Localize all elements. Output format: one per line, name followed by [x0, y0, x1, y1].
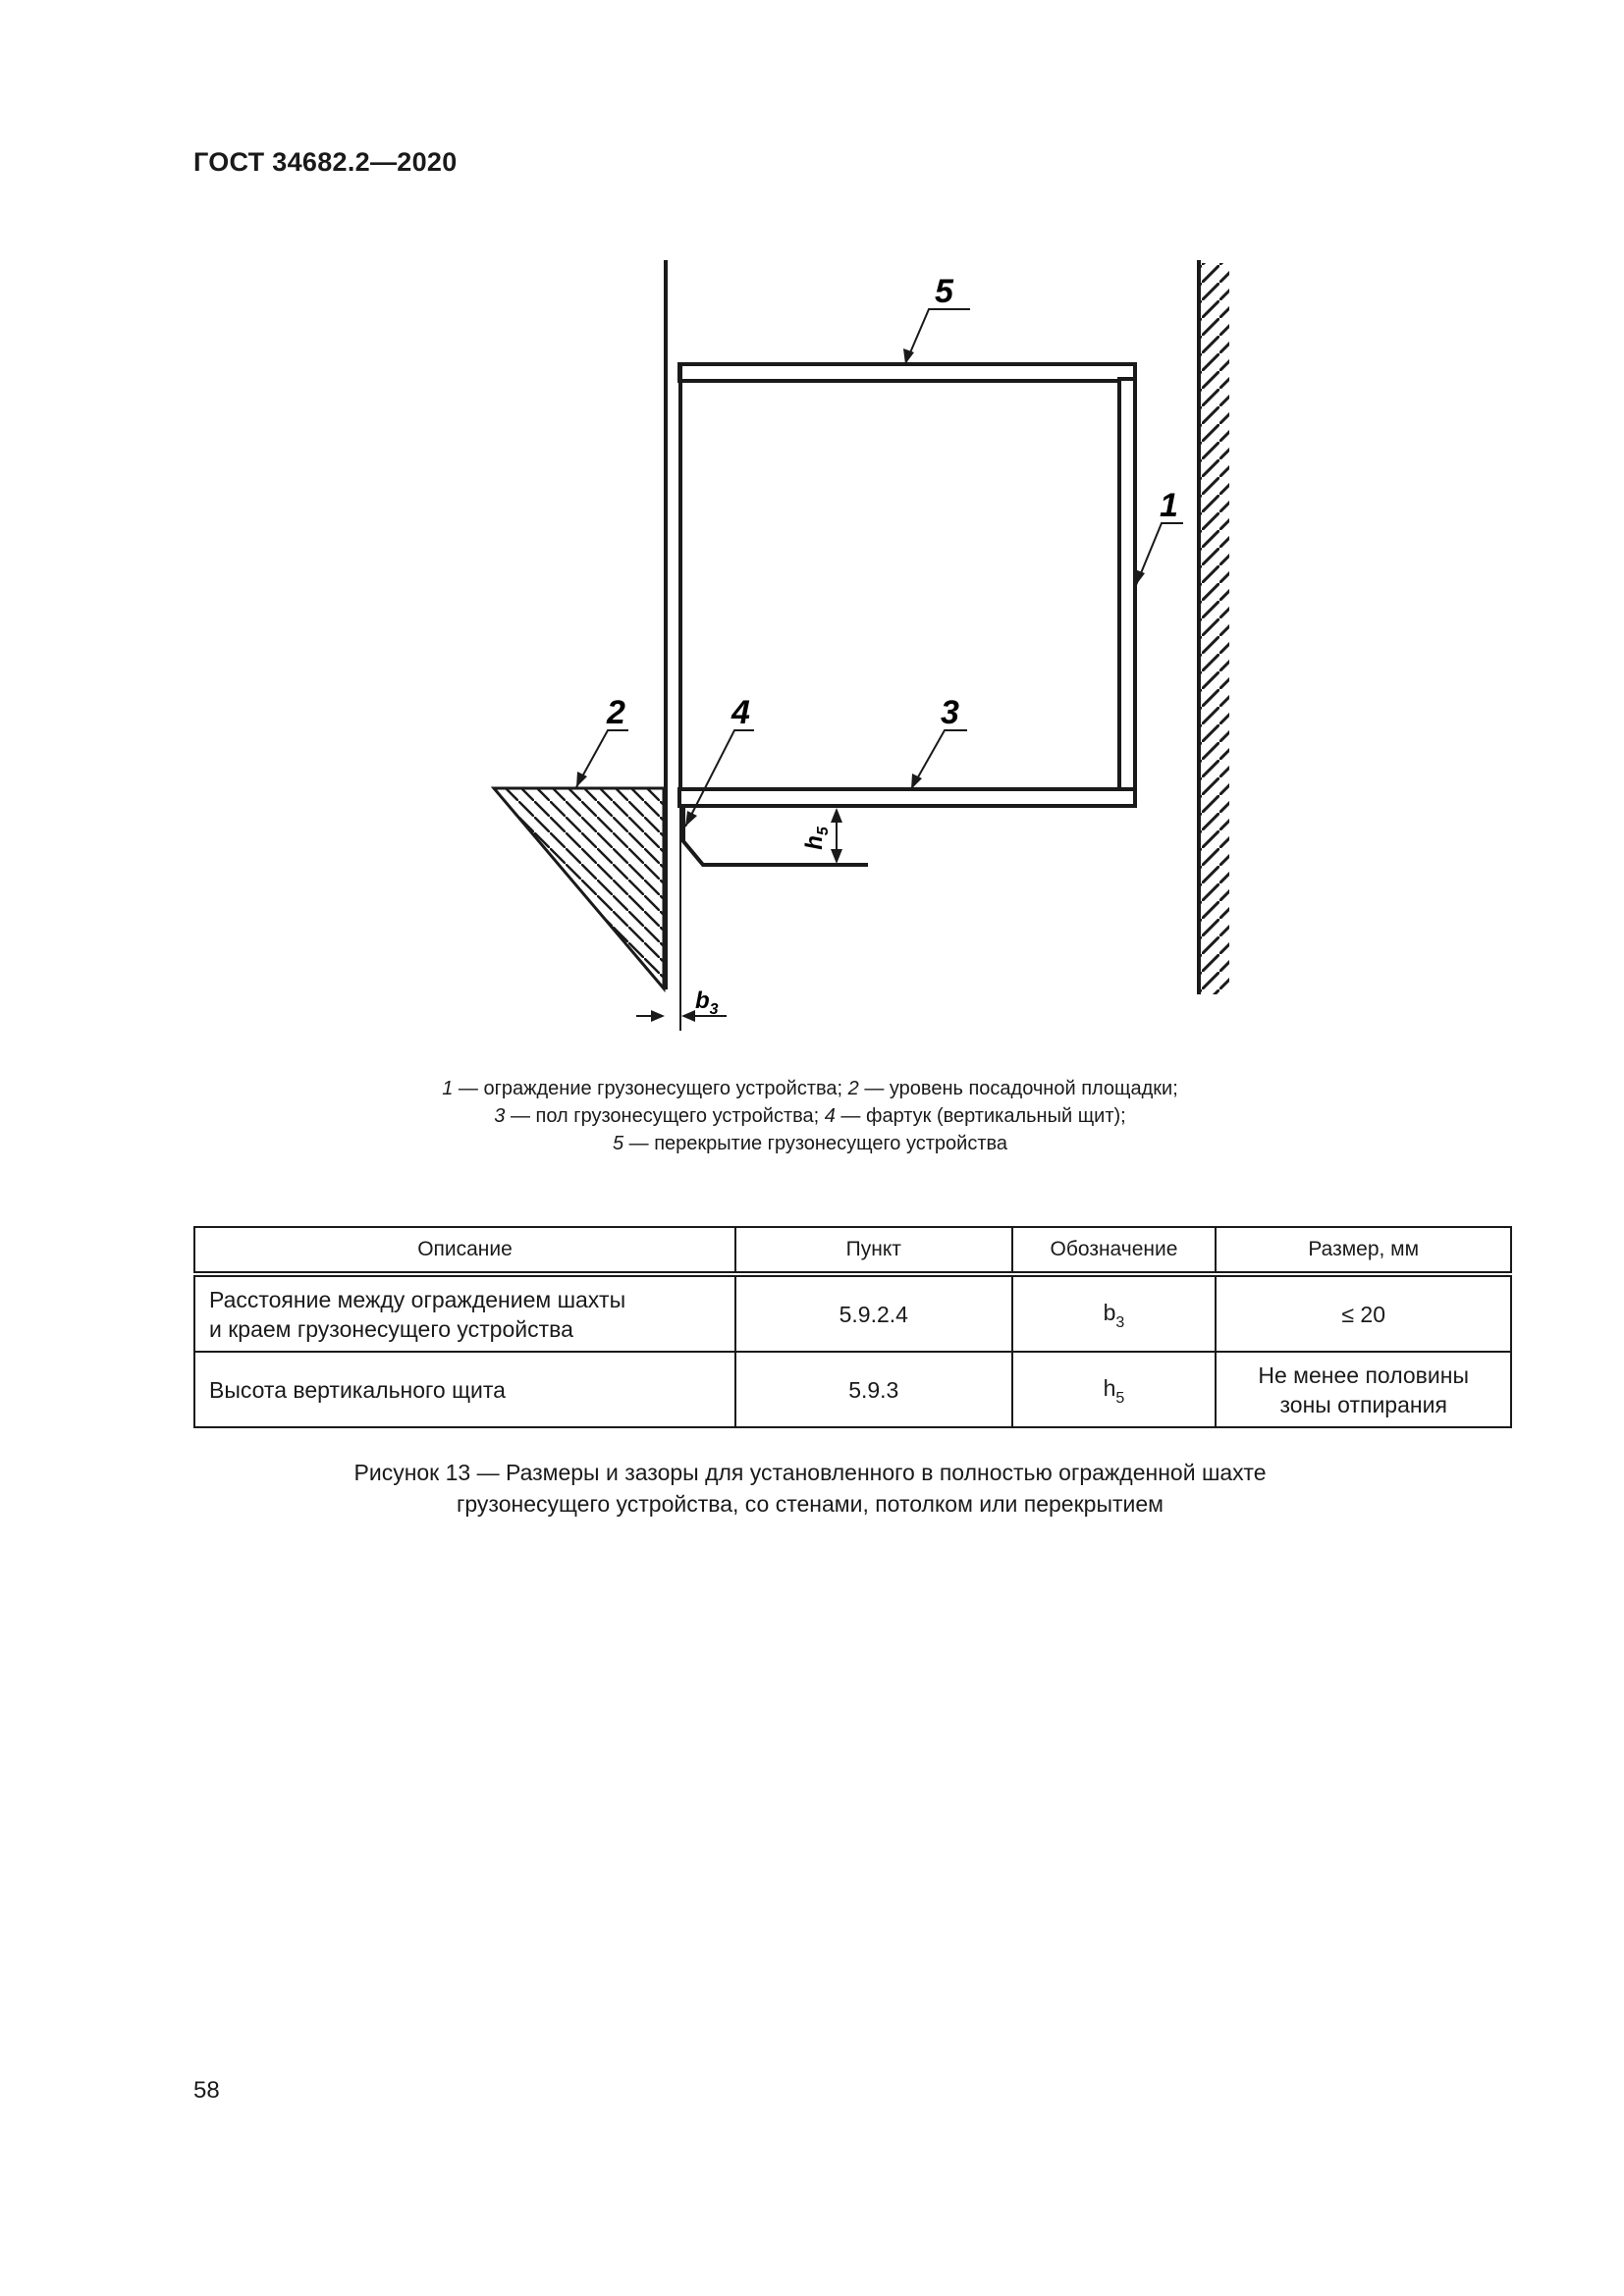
col-header-description: Описание [194, 1227, 735, 1274]
legend-line-2: 3 — пол грузонесущего устройства; 4 — фартук (вертикальный щит); [494, 1105, 1126, 1127]
apron [683, 807, 868, 865]
landing-level [494, 788, 664, 988]
svg-text:2: 2 [607, 694, 625, 731]
cell-symbol: $b_3$ [1012, 1274, 1217, 1352]
col-header-size: Размер, мм [1216, 1227, 1511, 1274]
cell-clause: 5.9.3 [735, 1352, 1012, 1427]
cell-clause: 5.9.2.4 [735, 1274, 1012, 1352]
table-row [194, 1352, 1511, 1427]
figure-caption: Рисунок 13 — Размеры и зазоры для установленного в полностью огражденной шахте грузонесущего устройства, со стенами, потолком или перекрытием [353, 1460, 1267, 1517]
col-header-clause: Пункт [735, 1227, 1012, 1274]
callout-3 [911, 694, 967, 789]
svg-text:4: 4 [731, 694, 750, 731]
legend-line-1: 1 — ограждение грузонесущего устройства; 2 — уровень посадочной площадки; [442, 1078, 1178, 1099]
figure-13-drawing [0, 0, 1624, 1070]
document-code: ГОСТ 34682.2—2020 [193, 147, 458, 177]
cell-description: Высота вертикального щита [194, 1352, 735, 1427]
col-header-symbol: Обозначение [1012, 1227, 1217, 1274]
cell-symbol: $h_5$ [1012, 1352, 1217, 1427]
car-enclosure [1119, 379, 1135, 790]
svg-text:5: 5 [935, 273, 953, 310]
cell-size: Не менее половины зоны отпирания [1216, 1352, 1511, 1427]
svg-text:3: 3 [941, 694, 959, 731]
figure-legend [295, 1075, 1326, 1157]
shaft-wall [1199, 260, 1229, 994]
dimension-h5 [831, 808, 842, 864]
cell-description: Расстояние между ограждением шахты и краем грузонесущего устройства [194, 1274, 735, 1352]
callout-1 [1135, 487, 1183, 585]
table-row [194, 1274, 1511, 1352]
dim-h5-label: $h_5$ [801, 827, 832, 850]
car-roof [679, 364, 1135, 381]
cell-size: ≤ 20 [1216, 1274, 1511, 1352]
callout-5 [903, 273, 970, 364]
dimensions-table [193, 1226, 1512, 1428]
callout-2 [576, 694, 628, 787]
legend-line-3: 5 — перекрытие грузонесущего устройства [612, 1133, 1008, 1154]
car-floor [679, 789, 1135, 806]
page-number: 58 [193, 2077, 220, 2104]
dim-b3-label: $b_3$ [695, 988, 719, 1018]
svg-text:1: 1 [1160, 487, 1178, 524]
table-header-row [194, 1227, 1511, 1274]
